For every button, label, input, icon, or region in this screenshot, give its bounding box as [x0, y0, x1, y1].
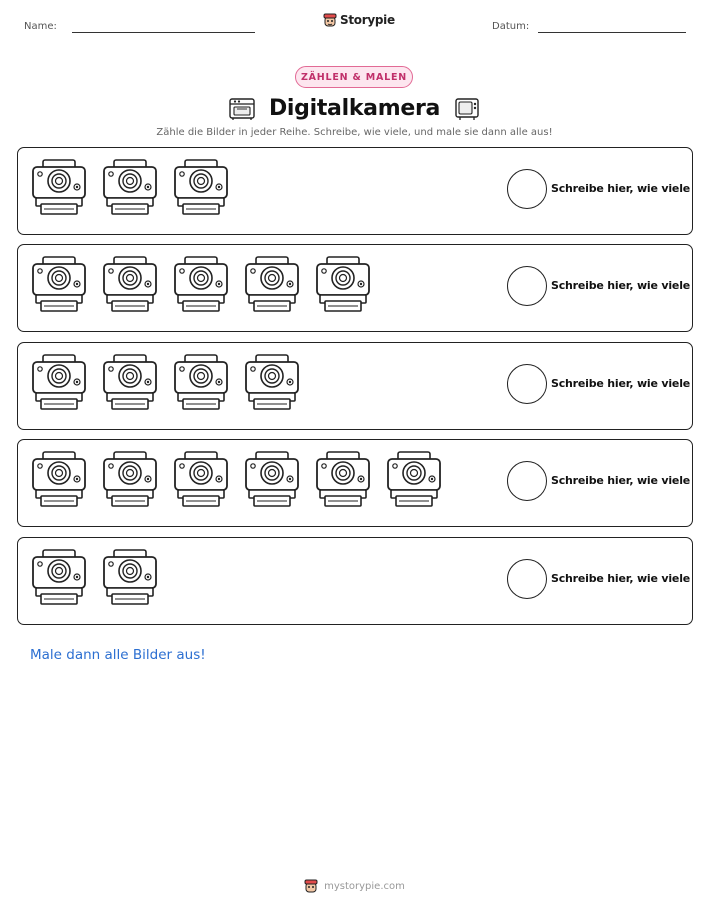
- counting-row: [17, 439, 693, 527]
- camera-icon: [314, 255, 372, 315]
- answer-label: Schreibe hier, wie viele: [551, 182, 691, 195]
- footer-url: mystorypie.com: [324, 880, 405, 892]
- camera-icon: [243, 255, 301, 315]
- storypie-mascot-icon: [323, 12, 337, 28]
- name-write-line[interactable]: [72, 32, 255, 33]
- camera-icon: [385, 450, 443, 510]
- date-label: Datum:: [492, 21, 530, 32]
- camera-icon: [314, 450, 372, 510]
- name-label: Name:: [24, 21, 57, 32]
- page-title: Digitalkamera: [268, 95, 441, 121]
- camera-group: [30, 548, 159, 608]
- counting-row: [17, 342, 693, 430]
- answer-label: Schreibe hier, wie viele: [551, 572, 691, 585]
- title-row: [0, 90, 709, 126]
- camera-icon: [30, 548, 88, 608]
- camera-icon: [30, 158, 88, 218]
- tv-icon: [452, 93, 482, 123]
- camera-icon: [243, 450, 301, 510]
- storypie-mascot-icon: [304, 878, 318, 894]
- category-badge: ZÄHLEN & MALEN: [295, 66, 413, 88]
- camera-icon: [172, 450, 230, 510]
- answer-label: Schreibe hier, wie viele: [551, 279, 691, 292]
- counting-row: [17, 147, 693, 235]
- camera-group: [30, 255, 372, 315]
- counting-row: [17, 537, 693, 625]
- camera-icon: [101, 255, 159, 315]
- camera-icon: [172, 158, 230, 218]
- brand-name: Storypie: [340, 13, 395, 27]
- oven-icon: [227, 93, 257, 123]
- camera-group: [30, 353, 301, 413]
- camera-icon: [101, 158, 159, 218]
- answer-circle[interactable]: [507, 266, 547, 306]
- camera-group: [30, 158, 230, 218]
- answer-label: Schreibe hier, wie viele: [551, 377, 691, 390]
- camera-icon: [172, 353, 230, 413]
- camera-icon: [172, 255, 230, 315]
- instructions: Zähle die Bilder in jeder Reihe. Schreibe, wie viele, und male sie dann alle aus!: [156, 127, 553, 138]
- camera-icon: [101, 353, 159, 413]
- camera-icon: [243, 353, 301, 413]
- camera-icon: [30, 353, 88, 413]
- counting-row: [17, 244, 693, 332]
- answer-circle[interactable]: [507, 169, 547, 209]
- answer-label: Schreibe hier, wie viele: [551, 474, 691, 487]
- camera-icon: [30, 450, 88, 510]
- answer-circle[interactable]: [507, 461, 547, 501]
- answer-circle[interactable]: [507, 559, 547, 599]
- date-write-line[interactable]: [538, 32, 686, 33]
- coloring-note: Male dann alle Bilder aus!: [30, 647, 206, 663]
- camera-group: [30, 450, 443, 510]
- storypie-brand: [323, 12, 395, 28]
- camera-icon: [30, 255, 88, 315]
- answer-circle[interactable]: [507, 364, 547, 404]
- camera-icon: [101, 548, 159, 608]
- camera-icon: [101, 450, 159, 510]
- worksheet-header: [0, 0, 709, 50]
- footer-brand: [0, 878, 709, 894]
